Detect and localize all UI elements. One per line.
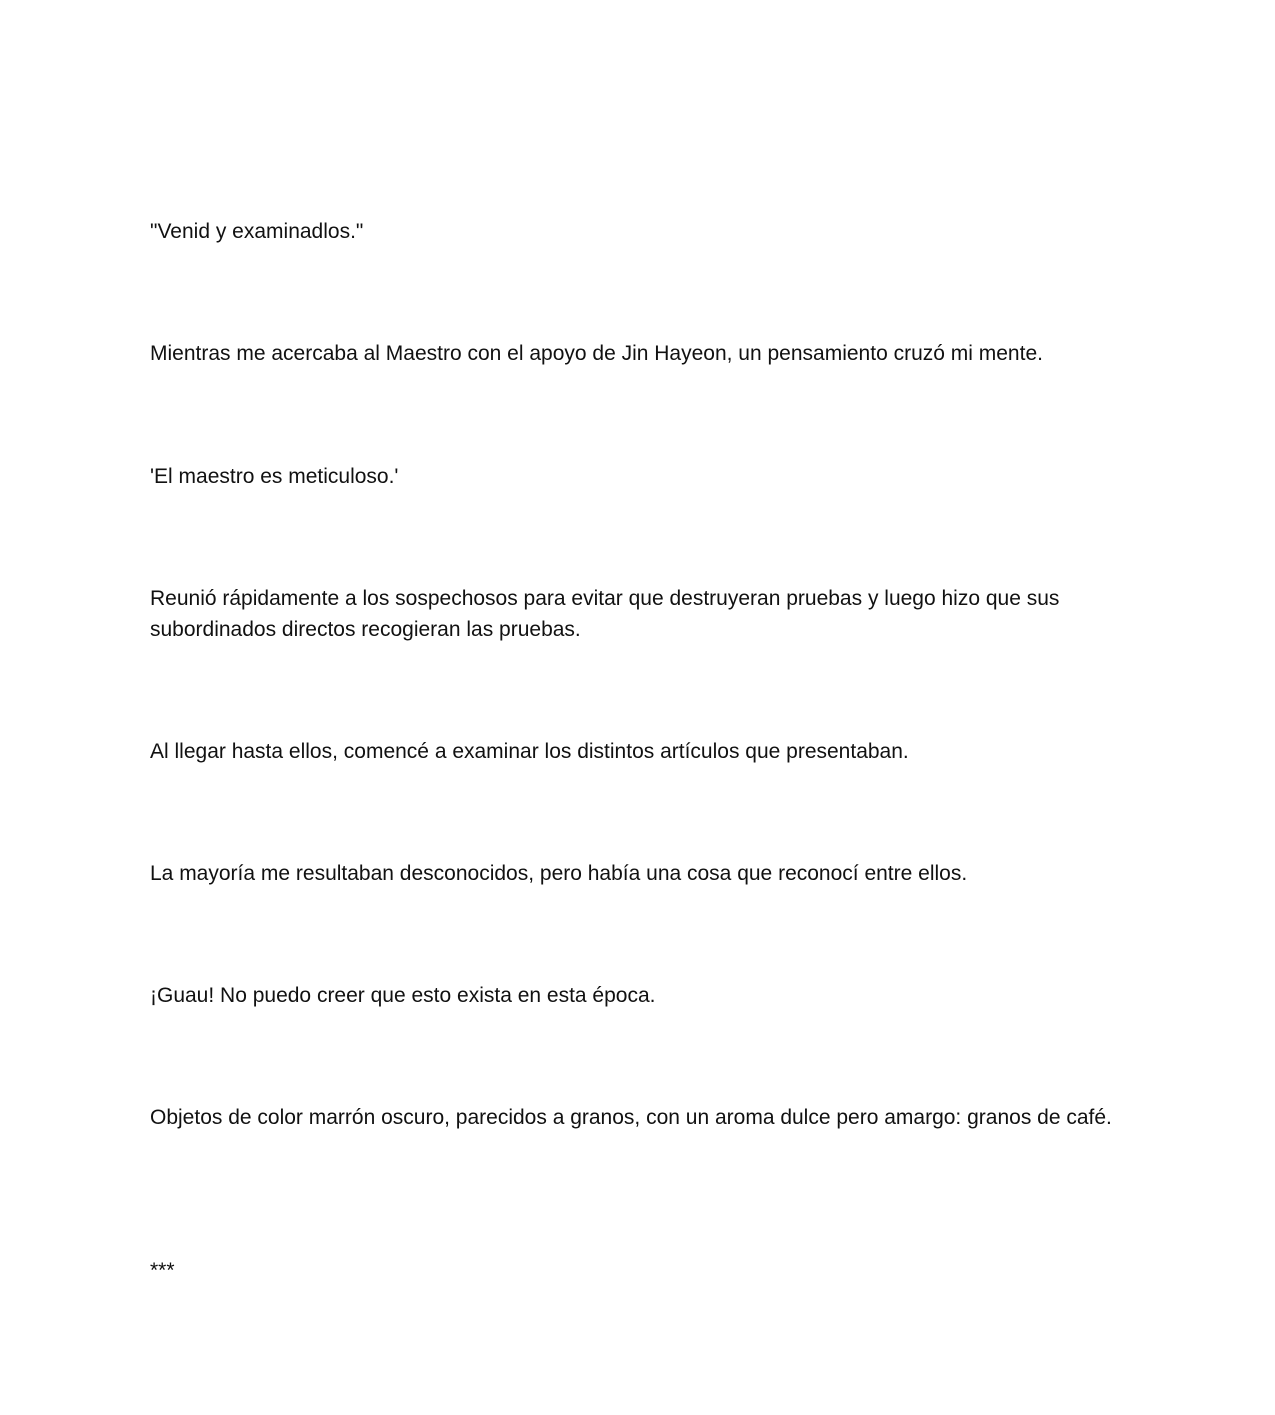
paragraph: Objetos de color marrón oscuro, parecidos a granos, con un aroma dulce pero amargo: granos de café. <box>150 1106 1112 1129</box>
paragraph: 'El maestro es meticuloso.' <box>150 465 399 488</box>
paragraph: Reunió rápidamente a los sospechosos para evitar que destruyeran pruebas y luego hizo que sus subordinados directos recogieran las pruebas. <box>150 587 1060 641</box>
scene-break: *** <box>150 1259 175 1282</box>
paragraph: Al llegar hasta ellos, comencé a examinar los distintos artículos que presentaban. <box>150 740 909 763</box>
paragraph: ¡Guau! No puedo creer que esto exista en esta época. <box>150 984 656 1007</box>
paragraph: Mientras me acercaba al Maestro con el apoyo de Jin Hayeon, un pensamiento cruzó mi mente. <box>150 342 1043 365</box>
paragraph: "Venid y examinadlos." <box>150 220 364 243</box>
paragraph: La mayoría me resultaban desconocidos, pero había una cosa que reconocí entre ellos. <box>150 862 968 885</box>
